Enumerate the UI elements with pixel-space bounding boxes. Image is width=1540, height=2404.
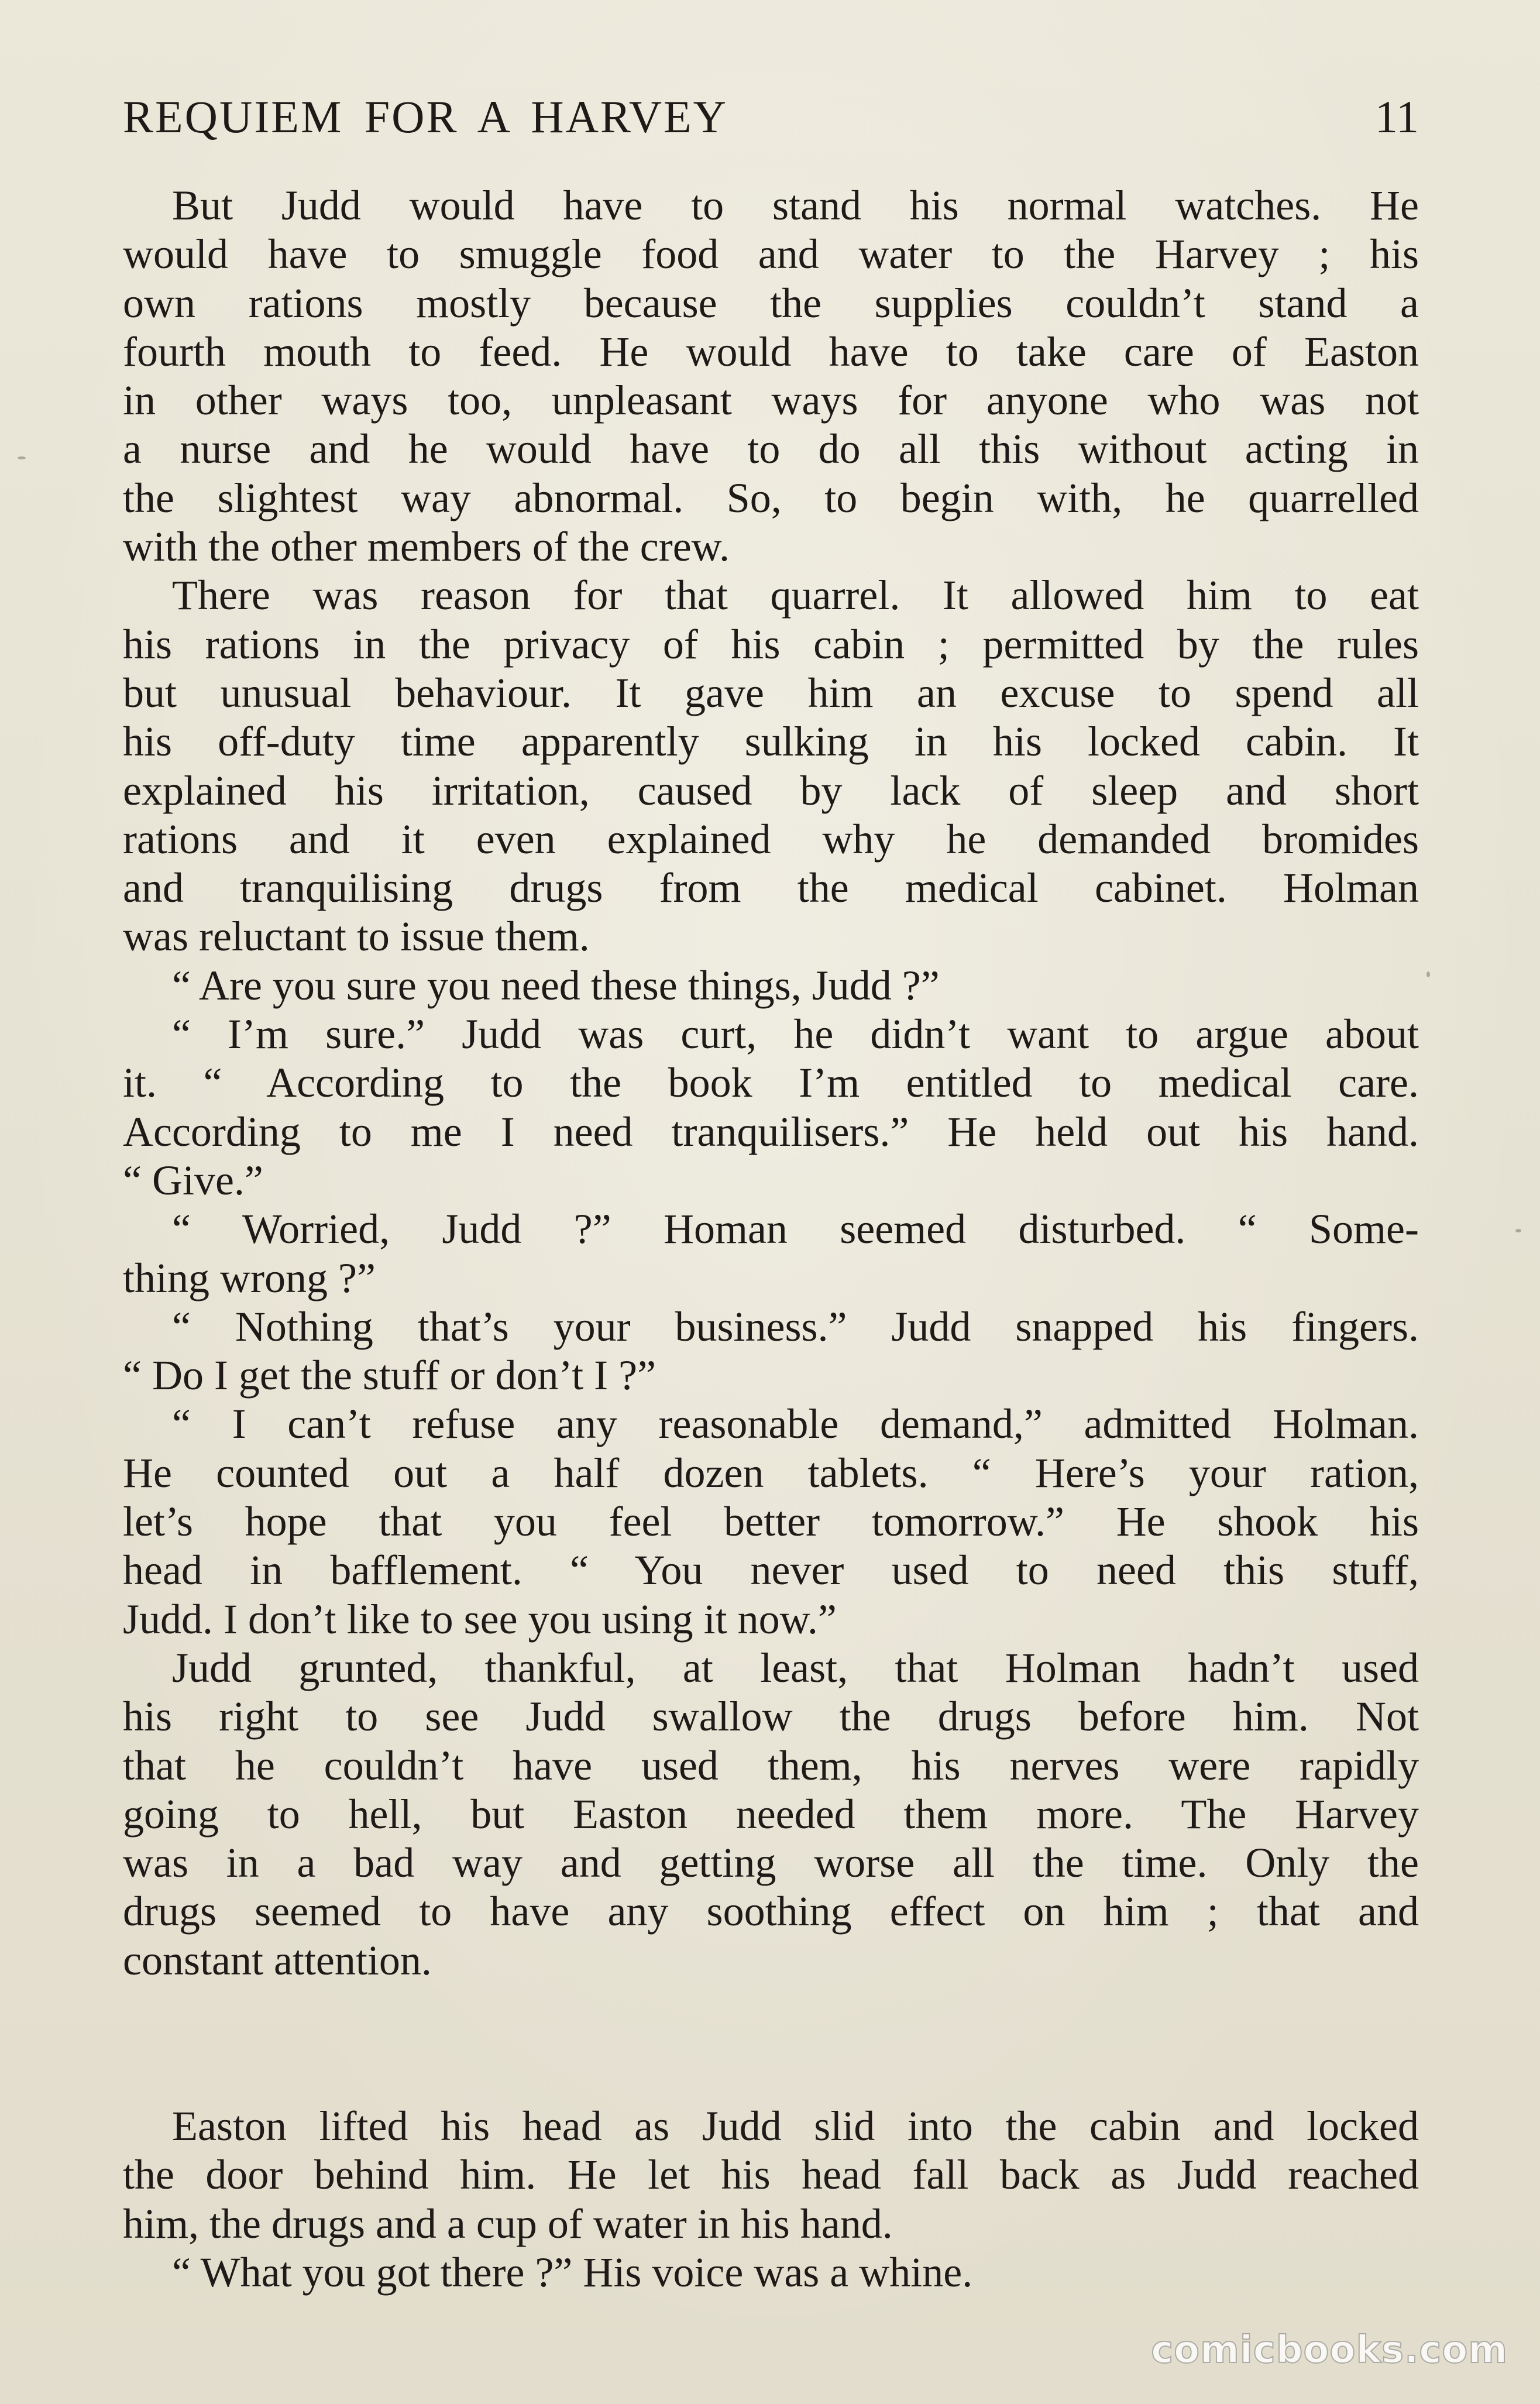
- text-line: “ Nothing that’s your business.” Judd snapped his fingers.: [172, 1303, 1419, 1350]
- text-line: Easton lifted his head as Judd slid into the cabin and locked: [172, 2102, 1419, 2149]
- page-number: 11: [1374, 91, 1419, 142]
- text-line: the door behind him. He let his head fall back as Judd reached: [123, 2151, 1419, 2199]
- text-line: with the other members of the crew.: [123, 523, 730, 571]
- paragraph: [123, 2102, 1419, 2248]
- text-line: Judd. I don’t like to see you using it now.”: [123, 1595, 837, 1643]
- paper-speck: [1515, 1229, 1521, 1232]
- text-line: rations and it even explained why he demanded bromides: [123, 815, 1419, 863]
- section-break: [123, 1985, 1419, 2102]
- text-line: was reluctant to issue them.: [123, 913, 590, 960]
- text-line: his right to see Judd swallow the drugs before him. Not: [123, 1693, 1419, 1740]
- text-line: his off-duty time apparently sulking in his locked cabin. It: [123, 718, 1419, 765]
- text-line: “ Do I get the stuff or don’t I ?”: [123, 1352, 656, 1399]
- text-line: and tranquilising drugs from the medical cabinet. Holman: [123, 864, 1419, 912]
- text-line: own rations mostly because the supplies couldn’t stand a: [123, 279, 1419, 327]
- text-line: let’s hope that you feel better tomorrow.” He shook his: [123, 1498, 1419, 1546]
- running-title: REQUIEM FOR A HARVEY: [123, 91, 728, 142]
- text-line: drugs seemed to have any soothing effect on him ; that and: [123, 1888, 1419, 1935]
- paragraph: [123, 1644, 1419, 1985]
- paragraph: [123, 1010, 1419, 1205]
- text-line: but unusual behaviour. It gave him an excuse to spend all: [123, 669, 1419, 716]
- text-line: would have to smuggle food and water to the Harvey ; his: [123, 231, 1419, 278]
- text-line: that he couldn’t have used them, his nerves were rapidly: [123, 1742, 1419, 1789]
- text-line: the slightest way abnormal. So, to begin with, he quarrelled: [123, 474, 1419, 521]
- paragraph: [123, 571, 1419, 961]
- watermark-logo: comicbooks.com: [1151, 2329, 1508, 2372]
- paragraph: [123, 181, 1419, 571]
- text-line: in other ways too, unpleasant ways for anyone who was not: [123, 377, 1419, 424]
- body-text: [123, 181, 1419, 2297]
- text-line: Judd grunted, thankful, at least, that Holman hadn’t used: [172, 1644, 1419, 1691]
- text-line: going to hell, but Easton needed them more. The Harvey: [123, 1790, 1419, 1838]
- text-line: He counted out a half dozen tablets. “ Here’s your ration,: [123, 1449, 1419, 1496]
- text-line: him, the drugs and a cup of water in his hand.: [123, 2200, 893, 2247]
- text-line: head in bafflement. “ You never used to need this stuff,: [123, 1547, 1419, 1594]
- text-line: was in a bad way and getting worse all the time. Only the: [123, 1839, 1419, 1887]
- text-line: But Judd would have to stand his normal watches. He: [172, 182, 1419, 229]
- paragraph: [123, 961, 1419, 1010]
- paragraph: [123, 1303, 1419, 1400]
- paragraph: [123, 1400, 1419, 1643]
- text-line: a nurse and he would have to do all this without acting in: [123, 425, 1419, 473]
- text-line: According to me I need tranquilisers.” He held out his hand.: [123, 1108, 1419, 1155]
- text-line: “ What you got there ?” His voice was a whine.: [172, 2248, 973, 2296]
- text-line: fourth mouth to feed. He would have to take care of Easton: [123, 328, 1419, 375]
- text-line: “ Are you sure you need these things, Judd ?”: [172, 961, 940, 1009]
- text-line: “ Give.”: [123, 1156, 263, 1204]
- text-line: it. “ According to the book I’m entitled to medical care.: [123, 1059, 1419, 1107]
- text-line: his rations in the privacy of his cabin ; permitted by the rules: [123, 620, 1419, 668]
- text-line: constant attention.: [123, 1936, 432, 1984]
- text-line: “ I’m sure.” Judd was curt, he didn’t want to argue about: [172, 1011, 1419, 1058]
- paragraph: [123, 2248, 1419, 2297]
- text-section: [123, 181, 1419, 1985]
- text-line: explained his irritation, caused by lack of sleep and short: [123, 767, 1419, 814]
- text-line: thing wrong ?”: [123, 1254, 376, 1301]
- paragraph: [123, 1205, 1419, 1303]
- paper-speck: [18, 456, 26, 459]
- text-line: “ Worried, Judd ?” Homan seemed disturbed. “ Some-: [172, 1206, 1419, 1253]
- text-line: There was reason for that quarrel. It allowed him to eat: [172, 572, 1419, 619]
- text-section: [123, 2102, 1419, 2297]
- text-line: “ I can’t refuse any reasonable demand,” admitted Holman.: [172, 1400, 1419, 1448]
- running-head: [123, 88, 1419, 146]
- paper-speck: [1426, 971, 1430, 977]
